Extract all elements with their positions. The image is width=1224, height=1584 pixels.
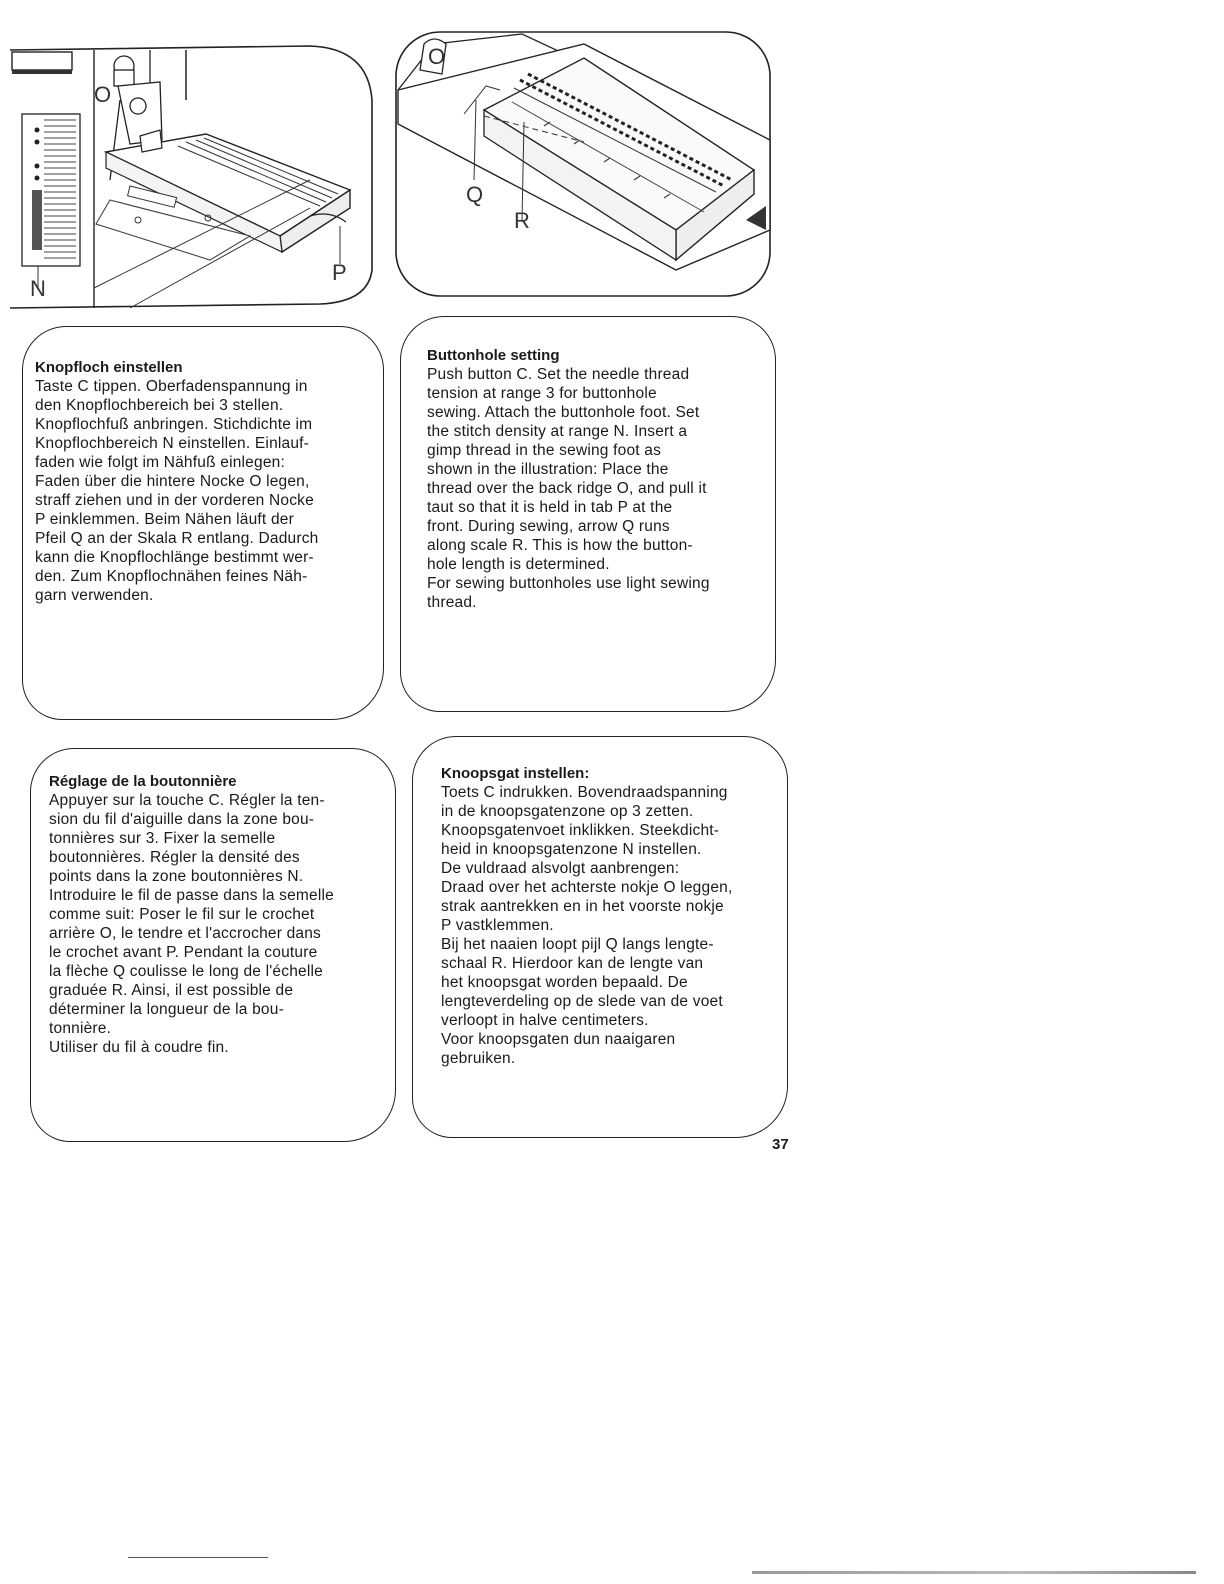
french-instructions-box bbox=[30, 748, 396, 1142]
label-n-left: N bbox=[30, 276, 46, 301]
german-instructions-box bbox=[22, 326, 384, 720]
page-number: 37 bbox=[772, 1136, 789, 1153]
dutch-title: Knoopsgat instellen: bbox=[441, 765, 590, 782]
label-o-left: O bbox=[94, 82, 112, 107]
sliding-scale-illustration bbox=[394, 30, 774, 300]
footer-rule bbox=[752, 1571, 1196, 1574]
french-body: Appuyer sur la touche C. Régler la ten- sion du fil d'aiguille dans la zone bou- tonnières sur 3. Fixer la semelle boutonnières. Régler la densité des points dans la zone boutonnières N. Introduire le fil de passe dans la semelle comme suit: Poser le fil sur le crochet arrière O, le tendre et l'accrocher dans le crochet avant P. Pendant la couture la flèche Q coulisse le long de l'échelle graduée R. Ainsi, il est possible de déterminer la longueur de la bou- tonnière. Utiliser du fil à coudre fin. bbox=[49, 792, 334, 1056]
german-body: Taste C tippen. Oberfadenspannung in den Knopflochbereich bei 3 stellen. Knopflochfuß anbringen. Stichdichte im Knopflochbereich N einstellen. Einlauf- faden wie folgt im Nähfuß einlegen: Faden über die hintere Nocke O legen, straff ziehen und in der vorderen Nocke P einklemmen. Beim Nähen läuft der Pfeil Q an der Skala R entlang. Dadurch kann die Knopflochlänge bestimmt wer- den. Zum Knopflochnähen feines Näh- garn verwenden. bbox=[35, 378, 319, 604]
english-body: Push button C. Set the needle thread tension at range 3 for buttonhole sewing. Attach the buttonhole foot. Set the stitch density at range N. Insert a gimp thread in the sewing foot as shown in the illustration: Place the thread over the back ridge O, and pull it taut so that it is held in tab P at the front. During sewing, arrow Q runs along scale R. This is how the button- hole length is determined. For sewing buttonholes use light sewing thread. bbox=[427, 366, 710, 611]
english-title: Buttonhole setting bbox=[427, 347, 560, 364]
dutch-body: Toets C indrukken. Bovendraadspanning in de knoopsgatenzone op 3 zetten. Knoopsgatenvoet inklikken. Steekdicht- heid in knoopsgatenzone N instellen. De vuldraad alsvolgt aanbrengen: Draad over het achterste nokje O leggen, strak aantrekken en in het voorste nokje P vastklemmen. Bij het naaien loopt pijl Q langs lengte- schaal R. Hierdoor kan de lengte van het knoopsgat worden bepaald. De lengteverdeling op de slede van de voet verloopt in halve centimeters. Voor knoopsgaten dun naaigaren gebruiken. bbox=[441, 784, 733, 1067]
label-p-left: P bbox=[332, 260, 347, 285]
german-title: Knopfloch einstellen bbox=[35, 359, 183, 376]
label-q-right: Q bbox=[466, 182, 484, 207]
buttonhole-foot-illustration bbox=[10, 40, 376, 310]
label-o-right: O bbox=[428, 44, 446, 69]
label-r-right: R bbox=[514, 208, 530, 233]
dutch-instructions-box bbox=[412, 736, 788, 1138]
english-instructions-box bbox=[400, 316, 776, 712]
footer-link-line bbox=[128, 1557, 268, 1558]
french-title: Réglage de la boutonnière bbox=[49, 773, 237, 790]
